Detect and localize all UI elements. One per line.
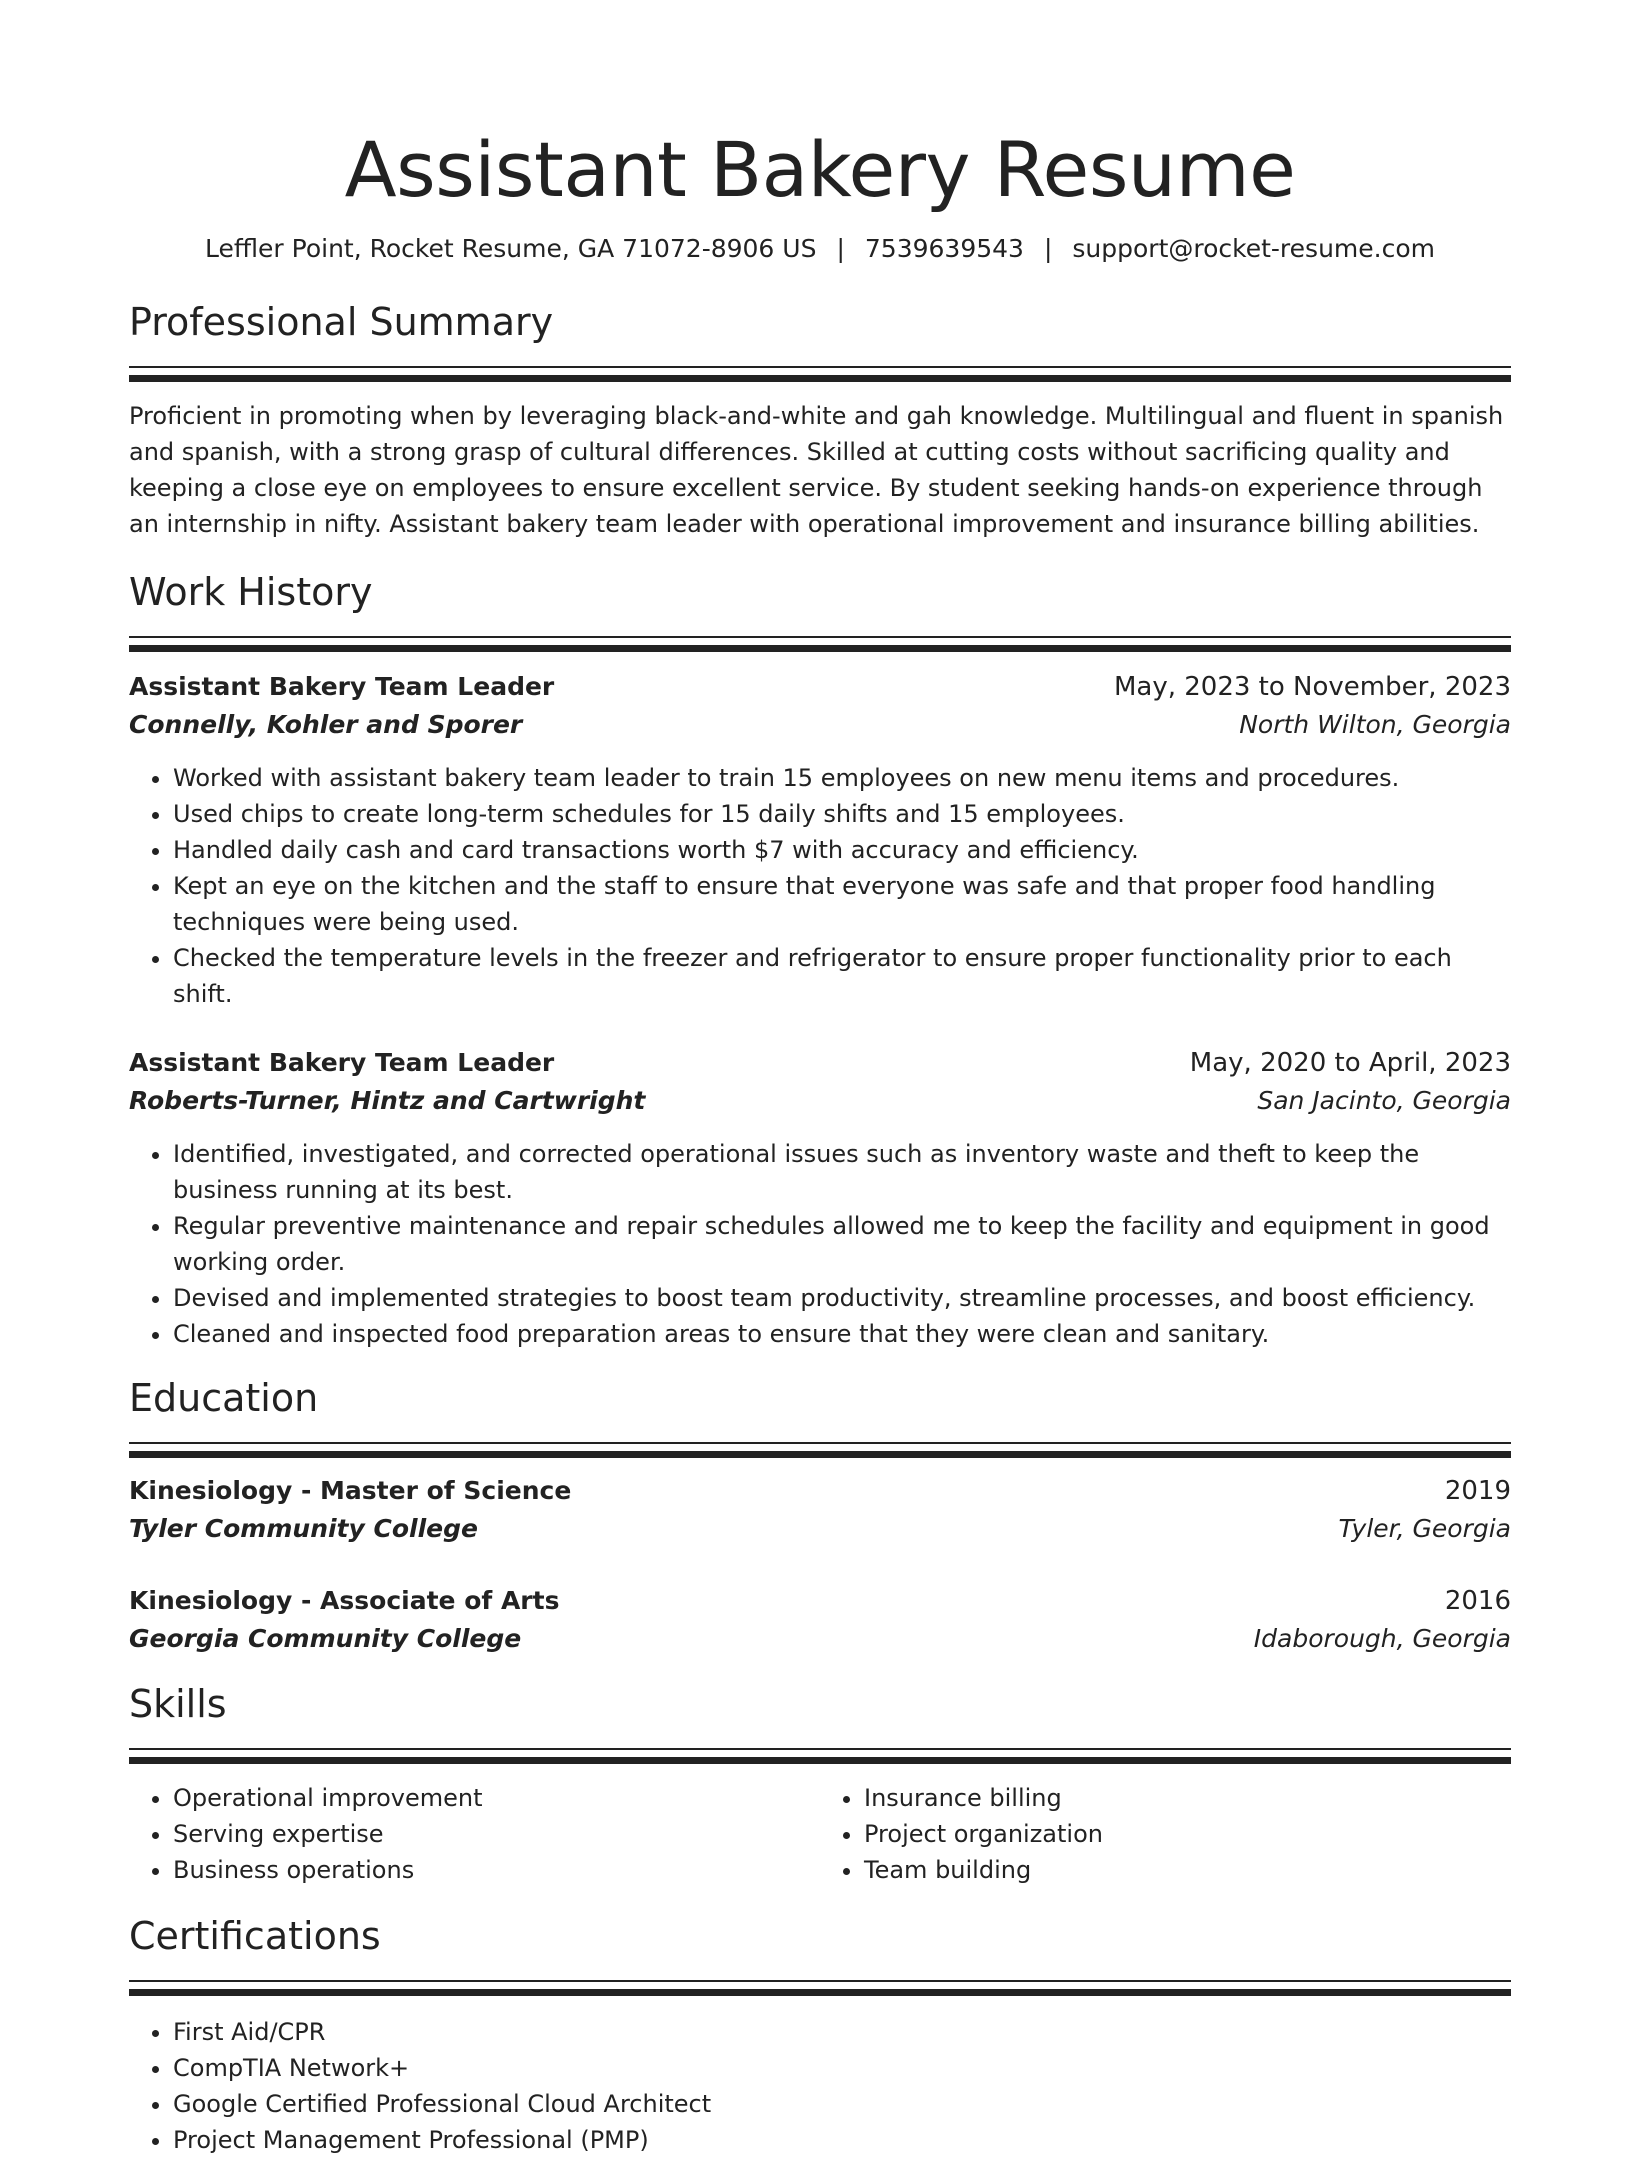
list-item: • Kept an eye on the kitchen and the staff to ensure that everyone was safe and that proper food handling techniques were being used.: [173, 868, 1511, 940]
job-company: Roberts-Turner, Hintz and Cartwright: [129, 1086, 646, 1115]
list-item: • Project Management Professional (PMP): [173, 2122, 1511, 2158]
contact-email: support@rocket-resume.com: [1072, 234, 1435, 263]
education-school-row: [129, 1620, 1511, 1658]
work-history-section: [129, 568, 1511, 1352]
job-company-row: [129, 706, 1511, 744]
education-section: [129, 1374, 1511, 1658]
job-header-row: [129, 668, 1511, 706]
list-item: • Identified, investigated, and corrected operational issues such as inventory waste and theft to keep the business running at its best.: [173, 1136, 1511, 1208]
list-item: • Regular preventive maintenance and repair schedules allowed me to keep the facility and equipment in good working order.: [173, 1208, 1511, 1280]
education-header-row: [129, 1582, 1511, 1620]
education-header-row: [129, 1472, 1511, 1510]
section-divider-thick: [129, 1757, 1511, 1764]
skills-section: [129, 1680, 1511, 1888]
list-item: • Checked the temperature levels in the freezer and refrigerator to ensure proper functionality prior to each shift.: [173, 940, 1511, 1012]
contact-line: [129, 232, 1511, 266]
education-year: 2019: [1444, 1476, 1511, 1506]
education-entry: [129, 1472, 1511, 1548]
job-title: Assistant Bakery Team Leader: [129, 1048, 555, 1077]
section-heading-skills: Skills: [129, 1682, 227, 1726]
list-item: • Google Certified Professional Cloud Architect: [173, 2086, 1511, 2122]
resume-title: Assistant Bakery Resume: [344, 125, 1296, 214]
section-divider-thick: [129, 1989, 1511, 1996]
job-entry: [129, 668, 1511, 1012]
section-divider: [129, 366, 1511, 368]
education-location: Idaborough, Georgia: [1253, 1624, 1511, 1653]
job-location: San Jacinto, Georgia: [1257, 1086, 1511, 1115]
section-heading-certifications: Certifications: [129, 1914, 381, 1958]
section-divider: [129, 1748, 1511, 1750]
list-item: • Business operations: [173, 1852, 820, 1888]
education-location: Tyler, Georgia: [1338, 1514, 1511, 1543]
list-item: • Cleaned and inspected food preparation areas to ensure that they were clean and sanitary.: [173, 1316, 1511, 1352]
section-divider-thick: [129, 645, 1511, 652]
contact-phone: 7539639543: [864, 234, 1024, 263]
contact-address: Leffler Point, Rocket Resume, GA 71072-8906 US: [205, 234, 817, 263]
list-item: • Insurance billing: [864, 1780, 1511, 1816]
list-item: • Devised and implemented strategies to boost team productivity, streamline processes, and boost efficiency.: [173, 1280, 1511, 1316]
contact-separator: |: [1043, 234, 1053, 263]
job-bullets: [129, 760, 1511, 1012]
job-bullets: [129, 1136, 1511, 1352]
summary-text: Proficient in promoting when by leveraging black-and-white and gah knowledge. Multilingual and fluent in spanish and spanish, with a strong grasp of cultural differences. Skilled at cutting costs without sacrificing quality and keeping a close eye on employees to ensure excellent service. By student seeking hands-on experience through an internship in nifty. Assistant bakery team leader with operational improvement and insurance billing abilities.: [129, 402, 1504, 538]
education-entry: [129, 1582, 1511, 1658]
contact-separator: |: [836, 234, 845, 263]
list-item: • Operational improvement: [173, 1780, 820, 1816]
list-item: • Team building: [864, 1852, 1511, 1888]
job-title: Assistant Bakery Team Leader: [129, 672, 555, 701]
job-location: North Wilton, Georgia: [1239, 710, 1511, 739]
section-heading-work-history: Work History: [129, 570, 373, 614]
list-item: • Serving expertise: [173, 1816, 820, 1852]
section-divider-thick: [129, 1451, 1511, 1458]
section-heading-education: Education: [129, 1376, 319, 1420]
skills-column-right: [820, 1780, 1511, 1888]
education-school: Tyler Community College: [129, 1514, 478, 1543]
section-heading-summary: Professional Summary: [129, 300, 554, 344]
list-item: • CompTIA Network+: [173, 2050, 1511, 2086]
job-company: Connelly, Kohler and Sporer: [129, 710, 523, 739]
section-divider: [129, 636, 1511, 638]
section-divider: [129, 1442, 1511, 1444]
section-divider-thick: [129, 375, 1511, 382]
list-item: • Handled daily cash and card transactions worth $7 with accuracy and efficiency.: [173, 832, 1511, 868]
education-degree: Kinesiology - Master of Science: [129, 1476, 572, 1505]
list-item: • Project organization: [864, 1816, 1511, 1852]
list-item: • Used chips to create long-term schedules for 15 daily shifts and 15 employees.: [173, 796, 1511, 832]
education-school-row: [129, 1510, 1511, 1548]
skills-column-left: [129, 1780, 820, 1888]
education-degree: Kinesiology - Associate of Arts: [129, 1586, 560, 1615]
job-header-row: [129, 1044, 1511, 1082]
resume-page: [129, 0, 1511, 2158]
education-school: Georgia Community College: [129, 1624, 522, 1653]
education-year: 2016: [1444, 1586, 1511, 1616]
list-item: • First Aid/CPR: [173, 2014, 1511, 2050]
job-entry: [129, 1044, 1511, 1352]
job-dates: May, 2020 to April, 2023: [1189, 1048, 1511, 1078]
list-item: • Worked with assistant bakery team leader to train 15 employees on new menu items and procedures.: [173, 760, 1511, 796]
job-dates: May, 2023 to November, 2023: [1113, 672, 1511, 702]
section-divider: [129, 1980, 1511, 1982]
certifications-section: [129, 1912, 1511, 2158]
summary-section: [129, 298, 1511, 542]
skills-grid: [129, 1780, 1511, 1888]
job-company-row: [129, 1082, 1511, 1120]
certifications-list: [129, 2014, 1511, 2158]
